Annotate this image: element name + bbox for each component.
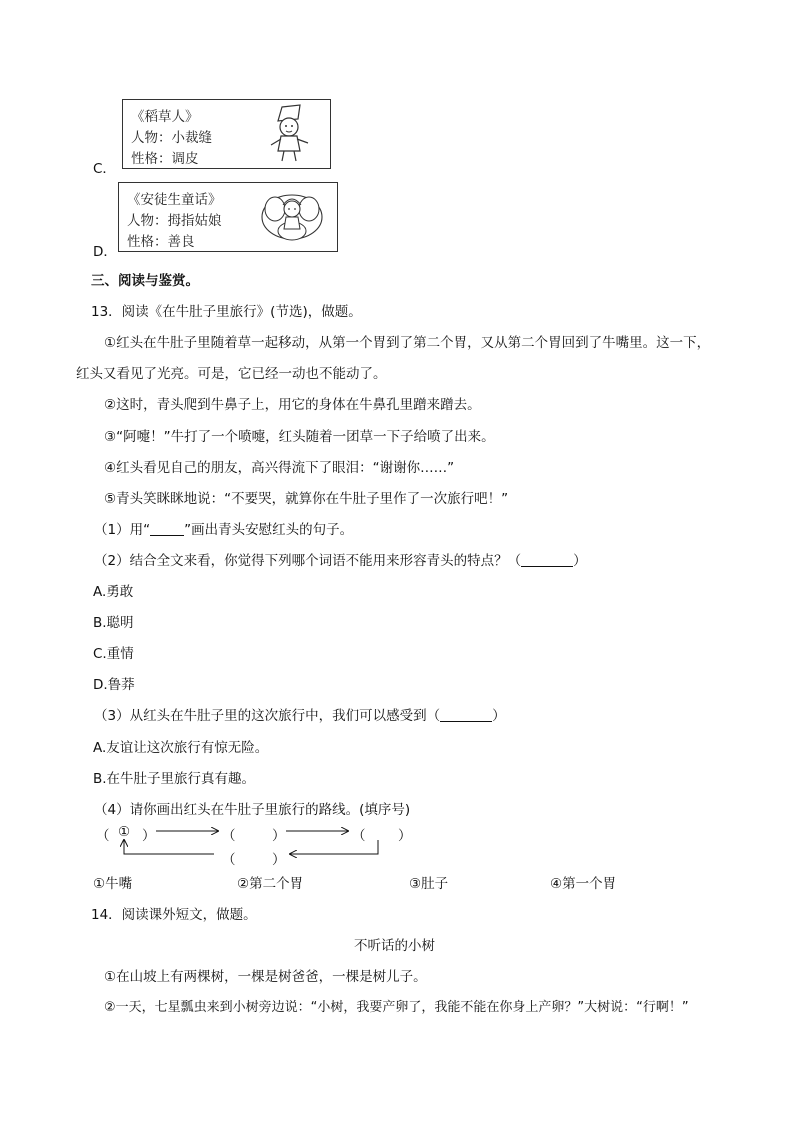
route-slot-2-open[interactable]: （: [222, 828, 236, 844]
q14-paragraph-1: ①在山坡上有两棵树，一棵是树爸爸，一棵是树儿子。: [104, 969, 427, 985]
thumbelina-flower-icon: [257, 187, 327, 247]
q13-paragraph-5: ⑤青头笑眯眯地说：“不要哭，就算你在牛肚子里作了一次旅行吧！”: [104, 491, 509, 507]
route-answer-4: ④第一个胃: [550, 876, 617, 892]
option-c-letter: C．: [93, 161, 116, 177]
q13-paragraph-2: ②这时，青头爬到牛鼻子上，用它的身体在牛鼻孔里蹭来蹭去。: [104, 397, 481, 413]
q13-sub2: [94, 549, 587, 569]
q13-sub1-blank[interactable]: [150, 521, 184, 536]
route-slot-4-open[interactable]: （: [222, 852, 236, 868]
q13-sub1-post: ”画出青头安慰红头的句子。: [184, 522, 354, 538]
option-d-character: 人物：拇指姑娘: [127, 213, 222, 229]
route-slot-3-close[interactable]: ）: [398, 828, 412, 844]
q13-sub2-answer-blank[interactable]: [521, 552, 573, 567]
q13-sub3-post: ）: [492, 708, 506, 724]
route-slot-2-close[interactable]: ）: [272, 828, 286, 844]
q14-intro: 14．阅读课外短文，做题。: [91, 907, 257, 923]
option-d-card: [118, 182, 338, 252]
route-slot-start-open: （: [96, 828, 110, 844]
option-d-letter: D．: [93, 244, 117, 260]
q13-paragraph-3: ③“阿嚏！”牛打了一个喷嚏，红头随着一团草一下子给喷了出来。: [104, 429, 495, 445]
q13-sub2-option-d[interactable]: D.鲁莽: [93, 677, 135, 693]
q13-sub2-option-a[interactable]: A.勇敢: [93, 584, 134, 600]
option-c-title: 《稻草人》: [131, 109, 199, 125]
q13-sub3-pre: （3）从红头在牛肚子里的这次旅行中，我们可以感受到（: [94, 708, 441, 724]
option-c-character: 人物：小裁缝: [131, 130, 212, 146]
route-diagram: [90, 818, 420, 864]
q13-sub1: [94, 518, 353, 538]
q13-sub3-option-a[interactable]: A.友谊让这次旅行有惊无险。: [93, 740, 269, 756]
q13-paragraph-4: ④红头看见自己的朋友，高兴得流下了眼泪：“谢谢你……”: [104, 460, 455, 476]
q13-sub3-answer-blank[interactable]: [440, 707, 492, 722]
scarecrow-boy-icon: [262, 103, 318, 165]
route-answer-1: ①牛嘴: [93, 876, 133, 892]
route-answer-3: ③肚子: [409, 876, 449, 892]
q13-sub2-post: ）: [573, 553, 587, 569]
route-slot-4-close[interactable]: ）: [272, 852, 286, 868]
q13-sub2-option-b[interactable]: B.聪明: [93, 615, 134, 631]
q13-sub2-pre: （2）结合全文来看，你觉得下列哪个词语不能用来形容青头的特点？（: [94, 553, 522, 569]
q13-paragraph-1a: ①红头在牛肚子里随着草一起移动，从第一个胃到了第二个胃，又从第二个胃回到了牛嘴里。这一下，: [104, 335, 711, 351]
q13-sub4-text: （4）请你画出红头在牛肚子里旅行的路线。(填序号): [94, 802, 411, 818]
route-arrow-4: [124, 840, 214, 854]
q13-sub2-option-c[interactable]: C.重情: [93, 646, 134, 662]
q14-paragraph-2: ②一天，七星瓢虫来到小树旁边说：“小树，我要产卵了，我能不能在你身上产卵？”大树说：“行啊！”: [104, 1000, 689, 1015]
q13-sub3-option-b[interactable]: B.在牛肚子里旅行真有趣。: [93, 771, 256, 787]
q13-sub3: [94, 704, 506, 724]
route-slot-start-close: ）: [142, 828, 156, 844]
q14-title: 不听话的小树: [354, 938, 435, 954]
q13-sub1-pre: （1）用“: [94, 522, 151, 538]
option-c-card: [122, 99, 331, 169]
q13-intro: 13．阅读《在牛肚子里旅行》(节选)，做题。: [91, 304, 362, 320]
option-c-trait: 性格：调皮: [131, 151, 199, 167]
route-slot-3-open[interactable]: （: [352, 828, 366, 844]
route-slot-start-value: ①: [118, 824, 131, 840]
q13-paragraph-1b: 红头又看见了光亮。可是，它已经一动也不能动了。: [76, 366, 387, 382]
route-answer-2: ②第二个胃: [237, 876, 304, 892]
option-d-trait: 性格：善良: [127, 234, 195, 250]
section-heading: 三、阅读与鉴赏。: [91, 273, 199, 289]
option-d-title: 《安徒生童话》: [127, 192, 222, 208]
